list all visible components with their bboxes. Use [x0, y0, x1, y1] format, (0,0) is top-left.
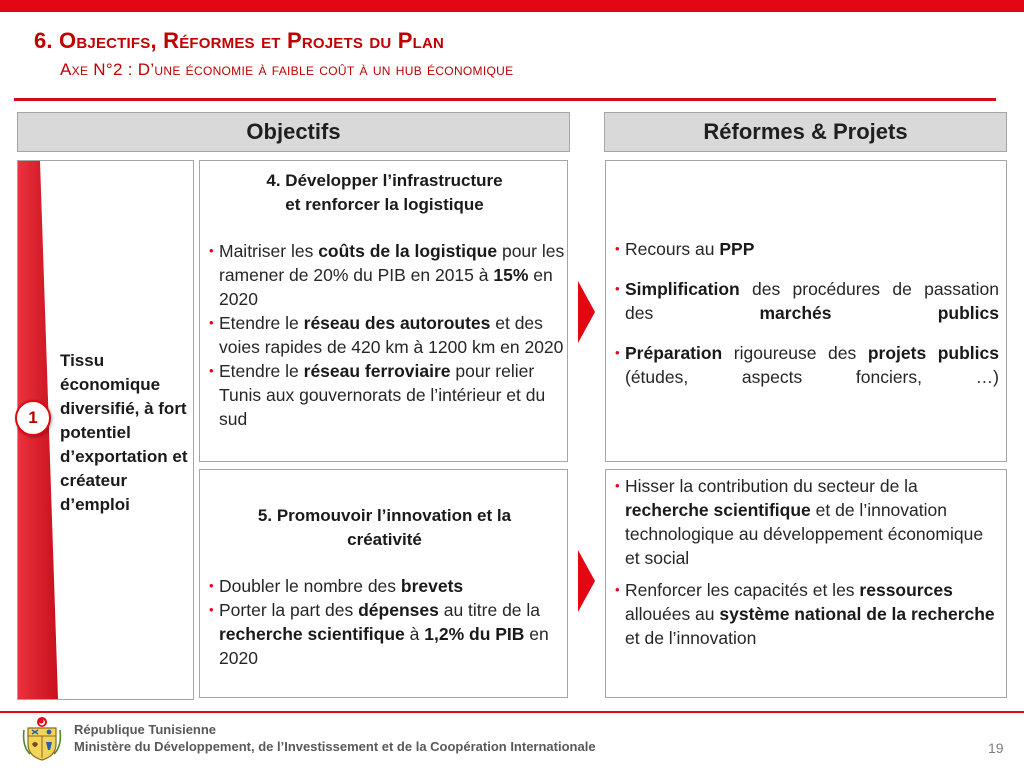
reforms-2-bullets [615, 474, 999, 658]
objective-4-bullets [209, 239, 565, 431]
objective-5-title-line2: créativité [347, 530, 422, 549]
objective-5-title [200, 504, 569, 552]
objective-4-title-line1: 4. Développer l’infrastructure [266, 171, 503, 190]
objective-5-bullets [209, 574, 565, 670]
page-number: 19 [988, 740, 1004, 756]
bullet-item: • Etendre le réseau ferroviaire pour relier Tunis aux gouvernorats de l’intérieur et du sud [209, 359, 565, 431]
tunisian-coat-of-arms-icon [22, 716, 62, 762]
reforms-box-2 [605, 469, 1007, 698]
objective-4-title-line2: et renforcer la logistique [285, 195, 484, 214]
column-header-objectifs: Objectifs [17, 112, 570, 152]
objective-4-box [199, 160, 568, 462]
bullet-item: • Hisser la contribution du secteur de la recherche scientifique et de l’innovation technologique au développement économique et social [615, 474, 999, 570]
footer-divider [0, 711, 1024, 713]
objective-5-box [199, 469, 568, 698]
title-divider [14, 98, 996, 101]
bullet-item: • Maitriser les coûts de la logistique pour les ramener de 20% du PIB en 2015 à 15% en 2020 [209, 239, 565, 311]
footer-country: République Tunisienne [74, 722, 217, 737]
top-accent-bar [0, 0, 1024, 12]
bullet-item: • Etendre le réseau des autoroutes et des voies rapides de 420 km à 1200 km en 2020 [209, 311, 565, 359]
goal-number-badge: 1 [15, 400, 51, 436]
reforms-box-1 [605, 160, 1007, 462]
bullet-item: • Préparation rigoureuse des projets publics (études, aspects fonciers, …) [615, 341, 999, 389]
page-title: 6. Objectifs, Réformes et Projets du Plan [34, 28, 445, 53]
arrow-right-icon [578, 281, 595, 343]
title-block [34, 28, 513, 80]
bullet-item: • Porter la part des dépenses au titre de la recherche scientifique à 1,2% du PIB en 2020 [209, 598, 565, 670]
reforms-1-bullets [615, 237, 999, 405]
footer-ministry: Ministère du Développement, de l’Investissement et de la Coopération Internationale [74, 739, 596, 754]
bullet-item: • Renforcer les capacités et les ressources allouées au système national de la recherche et de l’innovation [615, 578, 999, 650]
axis-goal-text: Tissu économique diversifié, à fort potentiel d’exportation et créateur d’emploi [60, 351, 188, 514]
bullet-item: • Recours au PPP [615, 237, 999, 261]
objective-4-title [200, 169, 569, 217]
arrow-right-icon [578, 550, 595, 612]
column-header-reformes: Réformes & Projets [604, 112, 1007, 152]
page-subtitle: Axe N°2 : D’une économie à faible coût à un hub économique [60, 60, 514, 79]
bullet-item: • Simplification des procédures de passation des marchés publics [615, 277, 999, 325]
bullet-item: • Doubler le nombre des brevets [209, 574, 565, 598]
objective-5-title-line1: 5. Promouvoir l’innovation et la [257, 506, 512, 525]
